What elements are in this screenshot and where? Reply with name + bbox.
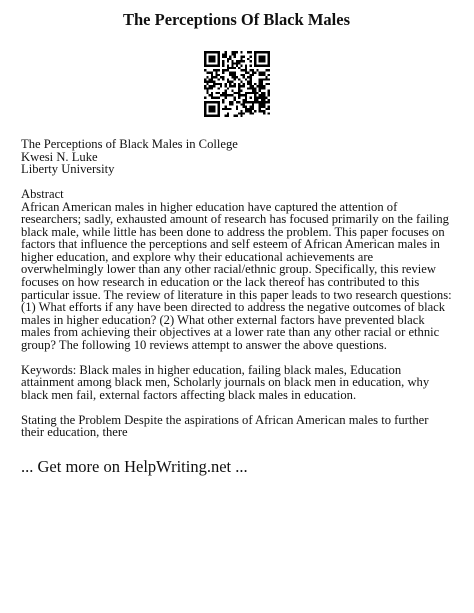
keywords-paragraph: Keywords: Black males in higher education, failing black males, Education attainment among black men, Scholarly journals on black men in education, why black men fail, external factors affecting black males in education.: [21, 362, 430, 402]
author-line: Kwesi N. Luke: [21, 149, 98, 164]
qr-code-icon[interactable]: [204, 51, 270, 117]
paper-title-line: The Perceptions of Black Males in College: [21, 137, 238, 151]
get-more-link[interactable]: ... Get more on HelpWriting.net ...: [21, 456, 248, 476]
abstract-heading: Abstract: [21, 187, 64, 202]
document-title: The Perceptions Of Black Males: [122, 10, 350, 29]
problem-paragraph: Stating the Problem Despite the aspirations of African American males to further their education, there: [21, 412, 429, 440]
abstract-paragraph: African American males in higher education have captured the attention of researchers; sadly, exhausted amount of research has focused primarily on the failing black male, while little has been done to address the problem. This paper focuses on factors that influence the perceptions and self esteem of African American males in higher education, and explore why their educational achievements are overwhelmingly lower than any other racial/ethnic group. Specifically, this review focuses on how research in education or the lack thereof has contributed to this particular issue. The review of literature in this paper leads to two research questions: (1) What efforts if any have been directed to address the negative outcomes of black males in higher education? (2) What other external factors have prevented black males from achieving their objectives at a lower rate than any other racial or ethnic group? The following 10 reviews attempt to answer the above questions.: [21, 199, 452, 352]
institution-line: Liberty University: [21, 162, 115, 177]
document-meta: [21, 138, 452, 176]
